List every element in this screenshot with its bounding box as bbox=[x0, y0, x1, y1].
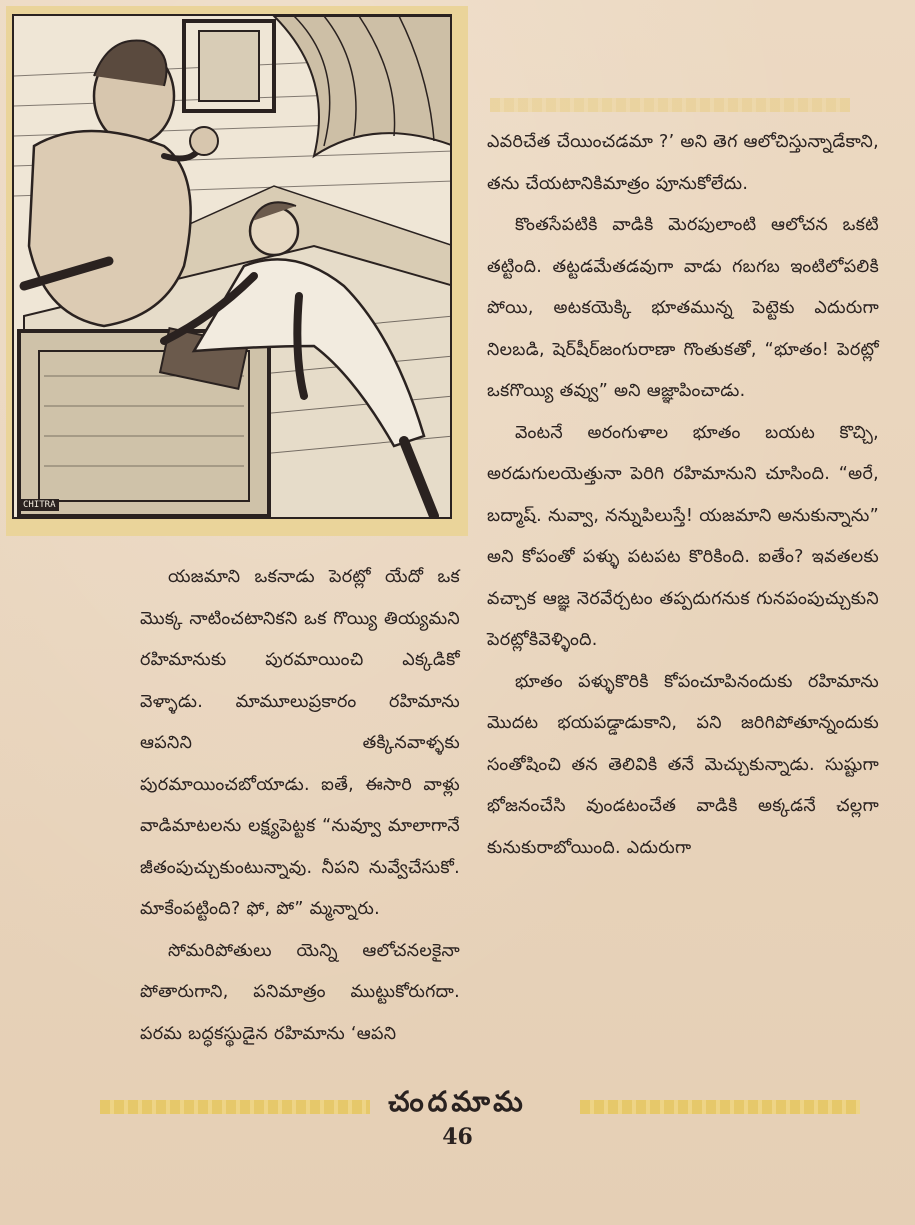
paragraph: భూతం పళ్ళుకొరికి కోపంచూపినందుకు రహిమాను మొదట భయపడ్డాడుకాని, పని జరిగిపోతూన్నందుకు సంతోషించి తన తెలివికి తనే మెచ్చుకున్నాడు. సుష్టుగా భోజనంచేసి వుండటంచేత వాడికి అక్కడనే చల్లగా కునుకురాబోయింది. ఎదురుగా bbox=[487, 671, 879, 858]
paragraph: యజమాని ఒకనాడు పెరట్లో యేదో ఒక మొక్క నాటించటానికని ఒక గొయ్యి తియ్యమని రహిమానుకు పురమాయించి ఎక్కడికో వెళ్ళాడు. మామూలుప్రకారం రహిమాను ఆపనిని తక్కినవాళ్ళకు పురమాయించబోయాడు. ఐతే, ఈసారి వాళ్లు వాడిమాటలను లక్ష్యపెట్టక “నువ్వూ మాలాగానే జీతంపుచ్చుకుంటున్నావు. నీపని నువ్వేచేసుకో. మాకేంపట్టింది? ఫో, పో” మ్మన్నారు. bbox=[140, 567, 460, 919]
story-illustration bbox=[12, 14, 452, 519]
page-number: 46 bbox=[442, 1124, 473, 1150]
right-text-column bbox=[487, 122, 879, 869]
paragraph: వెంటనే అరంగుళాల భూతం బయట కొచ్చి, అరడుగులయెత్తునా పెరిగి రహిమానుని చూసింది. “అరే, బద్మాష్. నువ్వా, నన్నుపిలుస్తే! యజమాని అనుకున్నాను” అని కోపంతో పళ్ళు పటపట కొరికింది. ఐతేం? ఇవతలకు వచ్చాక ఆజ్ఞ నెరవేర్చటం తప్పదుగనుక గునపంపుచ్చుకుని పెరట్లోకివెళ్ళింది. bbox=[487, 422, 879, 650]
paragraph: ఎవరిచేత చేయించడమా ?’ అని తెగ ఆలోచిస్తున్నాడేకాని, తను చేయటానికిమాత్రం పూనుకోలేదు. bbox=[487, 132, 879, 194]
magazine-title: చందమామ bbox=[388, 1085, 527, 1118]
decorative-band-top bbox=[490, 98, 850, 112]
artist-signature: CHITRA bbox=[20, 499, 59, 511]
left-text-column bbox=[140, 557, 460, 1055]
genie-and-man-on-bed-icon bbox=[14, 16, 452, 519]
paragraph: కొంతసేపటికి వాడికి మెరపులాంటి ఆలోచన ఒకటి తట్టింది. తట్టడమేతడవుగా వాడు గబగబ ఇంటిలోపలికి పోయి, అటకయెక్కి భూతమున్న పెట్టెకు ఎదురుగా నిలబడి, షెర్‌షీర్‌జంగురాణా గొంతుకతో, “భూతం! పెరట్లో ఒకగొయ్యి తవ్వు” అని ఆజ్ఞాపించాడు. bbox=[487, 215, 879, 401]
paragraph: సోమరిపోతులు యెన్ని ఆలోచనలకైనా పోతారుగాని, పనిమాత్రం ముట్టుకోరుగదా. పరమ బద్ధకస్థుడైన రహిమాను ‘ఆపని bbox=[140, 940, 460, 1044]
